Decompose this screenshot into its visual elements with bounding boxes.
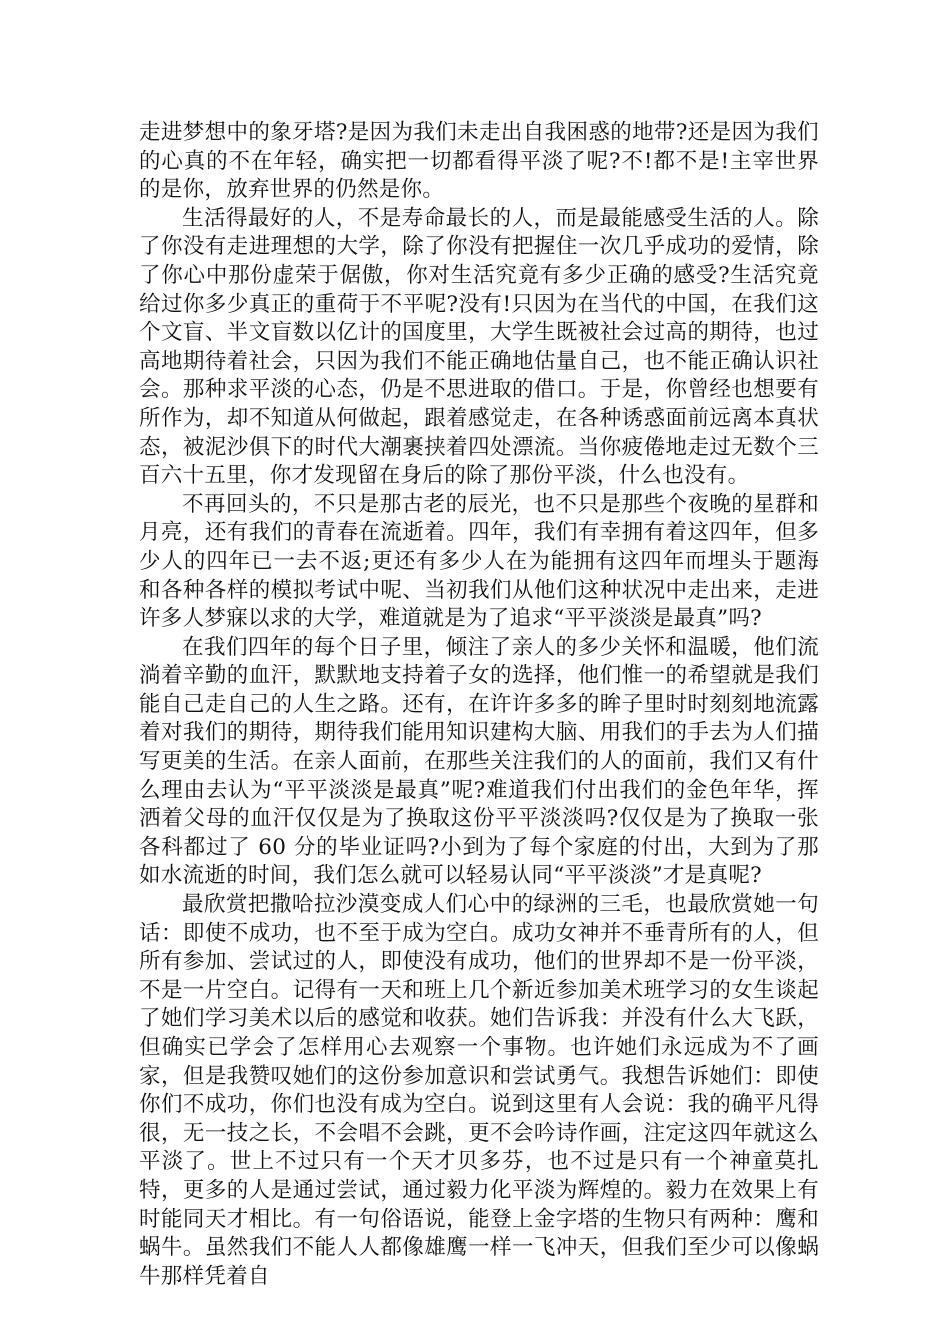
paragraph-5: 最欣赏把撒哈拉沙漠变成人们心中的绿洲的三毛，也最欣赏她一句话：即使不成功，也不至于成为空白。成功女神并不垂青所有的人，但所有参加、尝试过的人，即使没有成功，他们的世界却不是一份平淡，不是一片空白。记得有一天和班上几个新近参加美术班学习的女生谈起了她们学习美术以后的感觉和收获。她们告诉我：并没有什么大飞跃，但确实已学会了怎样用心去观察一个事物。也许她们永远成为不了画家，但是我赞叹她们的这份参加意识和尝试勇气。我想告诉她们：即使你们不成功，你们也没有成为空白。说到这里有人会说：我的确平凡得很，无一技之长，不会唱不会跳，更不会吟诗作画，注定这四年就这么平淡了。世上不过只有一个天才贝多芬，也不过是只有一个神童莫扎特，更多的人是通过尝试，通过毅力化平淡为辉煌的。毅力在效果上有时能同天才相比。有一句俗语说，能登上金字塔的生物只有两种：鹰和蜗牛。虽然我们不能人人都像雄鹰一样一飞冲天，但我们至少可以像蜗牛那样凭着自 [139,892,819,1289]
paragraph-1: 走进梦想中的象牙塔?是因为我们未走出自我困惑的地带?还是因为我们的心真的不在年轻，确实把一切都看得平淡了呢?不!都不是!主宰世界的是你，放弃世界的仍然是你。 [139,120,819,203]
paragraph-2: 生活得最好的人，不是寿命最长的人，而是最能感受生活的人。除了你没有走进理想的大学，除了你没有把握住一次几乎成功的爱情，除了你心中那份虚荣于倨傲，你对生活究竟有多少正确的感受?生活究竟给过你多少真正的重荷于不平呢?没有!只因为在当代的中国，在我们这个文盲、半文盲数以亿计的国度里，大学生既被社会过高的期待，也过高地期待着社会，只因为我们不能正确地估量自己，也不能正确认识社会。那种求平淡的心态，仍是不思进取的借口。于是，你曾经也想要有所作为，却不知道从何做起，跟着感觉走，在各种诱惑面前远离本真状态，被泥沙俱下的时代大潮裹挟着四处漂流。当你疲倦地走过无数个三百六十五里，你才发现留在身后的除了那份平淡，什么也没有。 [139,205,819,489]
body-text [139,119,819,1291]
paragraph-3: 不再回头的，不只是那古老的辰光，也不只是那些个夜晚的星群和月亮，还有我们的青春在流逝着。四年，我们有幸拥有着这四年，但多少人的四年已一去不返;更还有多少人在为能拥有这四年而埋头于题海和各种各样的模拟考试中呢、当初我们从他们这种状况中走出来，走进许多人梦寐以求的大学，难道就是为了追求“平平淡淡是最真”吗? [139,491,819,632]
paragraph-4: 在我们四年的每个日子里，倾注了亲人的多少关怀和温暖，他们流淌着辛勤的血汗，默默地支持着子女的选择，他们惟一的希望就是我们能自己走自己的人生之路。还有，在许许多多的眸子里时时刻刻地流露着对我们的期待，期待我们能用知识建构大脑、用我们的手去为人们描写更美的生活。在亲人面前，在那些关注我们的人的面前，我们又有什么理由去认为“平平淡淡是最真”呢?难道我们付出我们的金色年华，挥洒着父母的血汗仅仅是为了换取这份平平淡淡吗?仅仅是为了换取一张各科都过了 60 分的毕业证吗?小到为了每个家庭的付出，大到为了那如水流逝的时间，我们怎么就可以轻易认同“平平淡淡”才是真呢? [139,634,819,889]
